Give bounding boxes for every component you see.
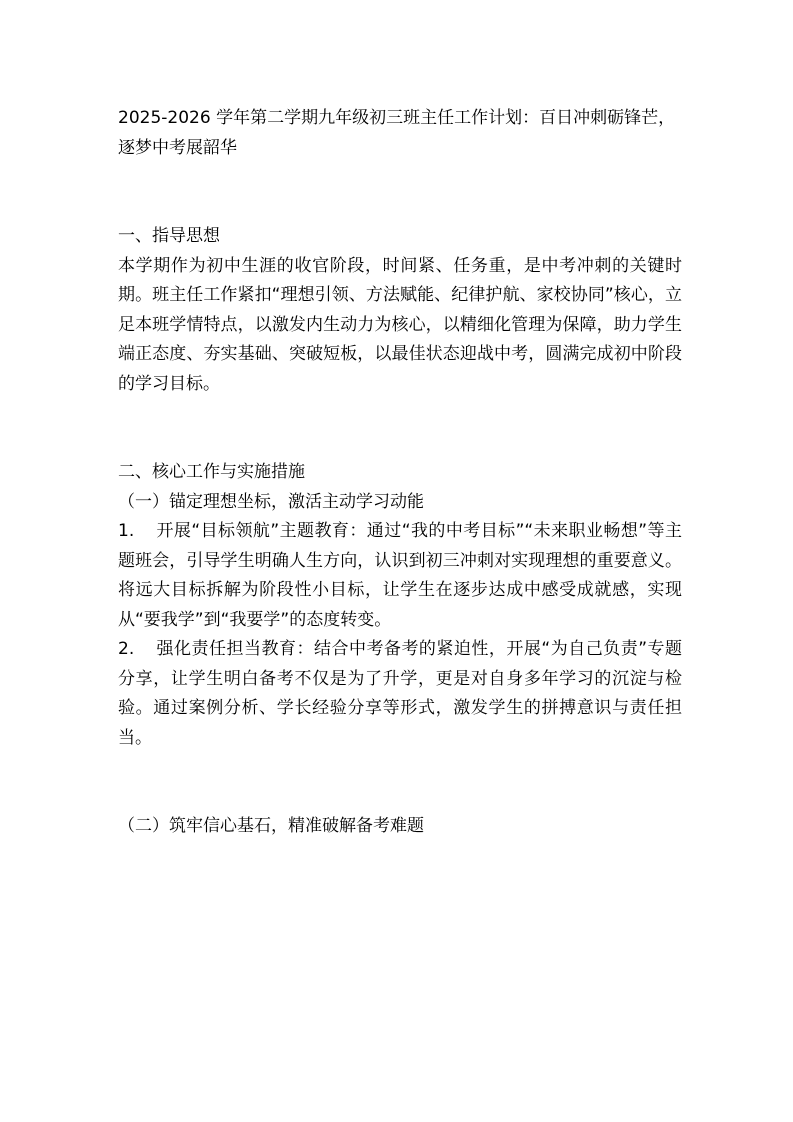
- subsection-heading-2: （二）筑牢信心基石，精准破解备考难题: [118, 816, 424, 836]
- list-item: [118, 635, 682, 753]
- section-heading-core-work: 二、核心工作与实施措施: [118, 462, 305, 482]
- list-item-number: 2.: [118, 639, 135, 659]
- subsection-heading-1: （一）锚定理想坐标，激活主动学习动能: [118, 491, 424, 512]
- spacer: [118, 163, 682, 222]
- document-title: 2025-2026 学年第二学期九年级初三班主任工作计划：百日冲刺砺锋芒，逐梦中考展韶华: [118, 108, 676, 158]
- list-item-number: 1.: [118, 521, 135, 541]
- list-item-text: 开展“目标领航”主题教育：通过“我的中考目标”“未来职业畅想”等主题班会，引导学生明确人生方向，认识到初三冲刺对实现理想的重要意义。将远大目标拆解为阶段性小目标，让学生在逐步达成中感受成就感，实现从“要我学”到“我要学”的态度转变。: [118, 521, 682, 630]
- spacer: [118, 399, 682, 458]
- section-heading-guiding-ideology: 一、指导思想: [118, 226, 220, 246]
- document-content: [118, 104, 682, 842]
- section-body-guiding-ideology: 本学期作为初中生涯的收官阶段，时间紧、任务重，是中考冲刺的关键时期。班主任工作紧扣“理想引领、方法赋能、纪律护航、家校协同”核心，立足本班学情特点，以激发内生动力为核心，以精细化管理为保障，助力学生端正态度、夯实基础、突破短板，以最佳状态迎战中考，圆满完成初中阶段的学习目标。: [118, 255, 682, 394]
- list-item-text: 强化责任担当教育：结合中考备考的紧迫性，开展“为自己负责”专题分享，让学生明白备考不仅是为了升学，更是对自身多年学习的沉淀与检验。通过案例分析、学长经验分享等形式，激发学生的拼搏意识与责任担当。: [118, 639, 682, 748]
- list-item: [118, 517, 682, 635]
- spacer: [118, 753, 682, 812]
